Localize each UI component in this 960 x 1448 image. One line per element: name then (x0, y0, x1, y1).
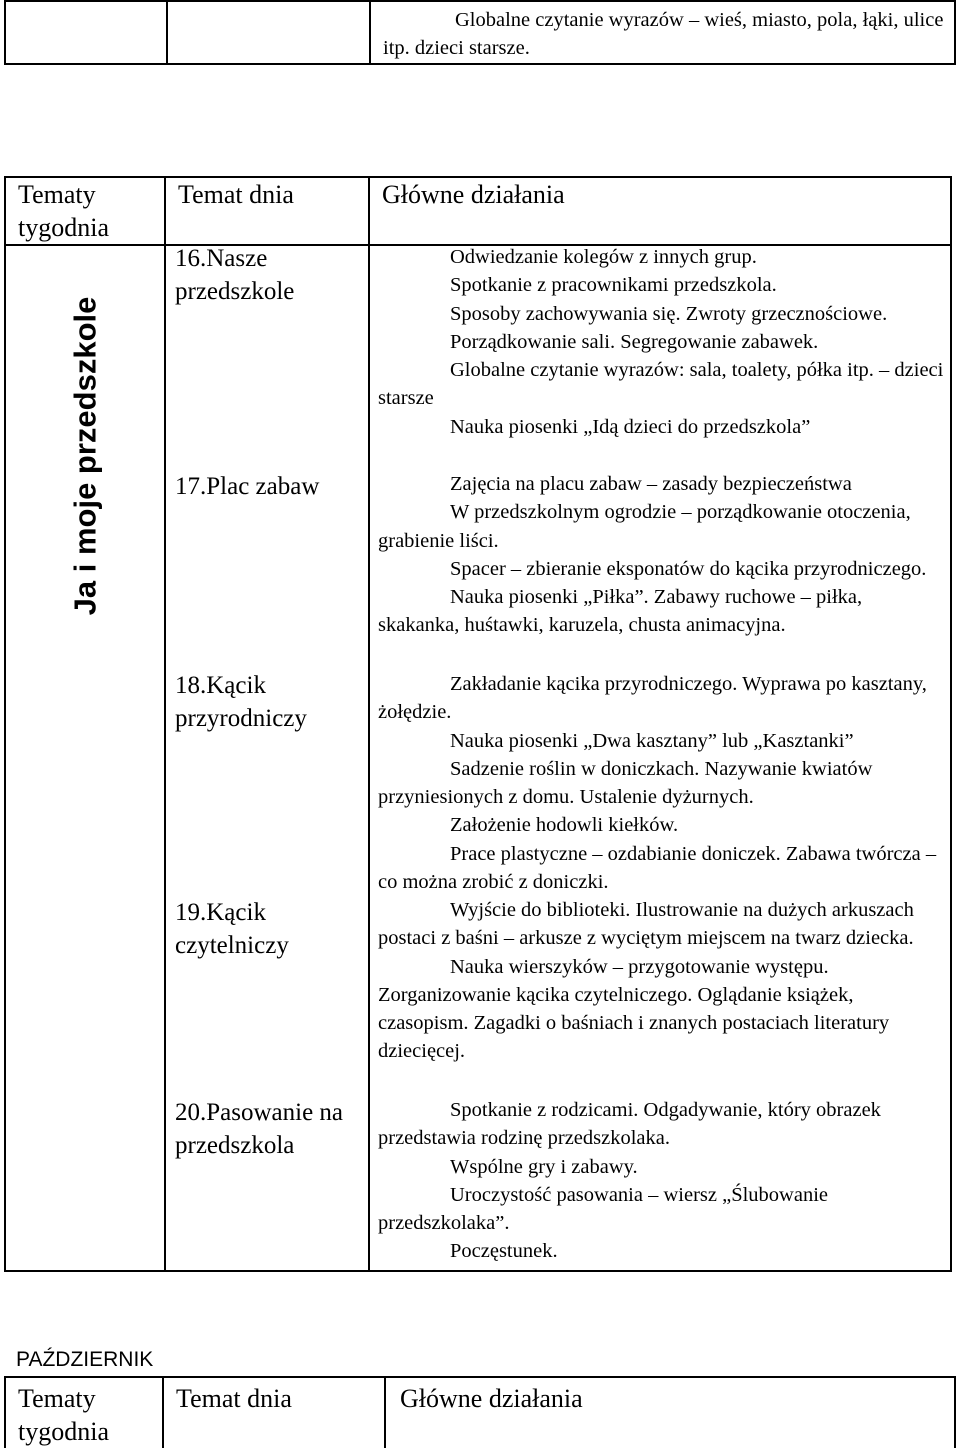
activities-day-18 (378, 670, 948, 896)
activity-item: Globalne czytanie wyrazów: sala, toalety, półka itp. – dzieci starsze (378, 359, 944, 410)
header-week-topics: Tematy tygodnia (5, 177, 165, 245)
activity-item: Spotkanie z rodzicami. Odgadywanie, który obrazek przedstawia rodzinę przedszkolaka. (378, 1099, 881, 1150)
activities-day-19 (378, 896, 948, 1066)
week-topic-cell (5, 245, 165, 1271)
activity-item: Nauka piosenki „Piłka”. Zabawy ruchowe – piłka, skakanka, huśtawki, karuzela, chusta animacyjna. (378, 586, 863, 637)
previous-plan-table (4, 0, 956, 65)
october-plan-table (4, 1376, 956, 1448)
activity-item: Uroczystość pasowania – wiersz „Ślubowanie przedszkolaka”. (378, 1183, 828, 1235)
activity-item: Sposoby zachowywania się. Zwroty grzecznościowe. (450, 302, 888, 325)
activity-item: W przedszkolnym ogrodzie – porządkowanie otoczenia, grabienie liści. (378, 501, 911, 552)
activity-item: Poczęstunek. (450, 1240, 558, 1263)
activity-item: Zakładanie kącika przyrodniczego. Wyprawa po kasztany, żołędzie. (378, 673, 927, 724)
activity-item: Zajęcia na placu zabaw – zasady bezpieczeństwa (450, 473, 852, 495)
activity-item: Nauka piosenki „Dwa kasztany” lub „Kasztanki” (450, 729, 854, 752)
activity-item: Nauka wierszyków – przygotowanie występu. Zorganizowanie kącika czytelniczego. Oglądanie książek, czasopism. Zagadki o baśniach i znanych postaciach literatury dziecięcej. (378, 955, 890, 1063)
activity-item: Odwiedzanie kolegów z innych grup. (450, 246, 757, 268)
activity-item: Nauka piosenki „Idą dzieci do przedszkola” (450, 415, 811, 438)
activities-day-20 (378, 1096, 948, 1266)
activity-item: Prace plastyczne – ozdabianie doniczek. Zabawa twórcza – co można zrobić z doniczki. (378, 842, 937, 894)
day-topic-18: 18.Kącik przyrodniczy (175, 672, 307, 732)
empty-topic-cell (5, 1, 167, 64)
header-main-activities: Główne działania (369, 177, 951, 245)
activity-item: Spacer – zbieranie eksponatów do kącika przyrodniczego. (450, 557, 927, 580)
header-day-topic: Temat dnia (165, 177, 369, 245)
activities-day-16 (378, 243, 948, 441)
previous-activities-cell (370, 1, 955, 64)
activity-item: Porządkowanie sali. Segregowanie zabawek. (450, 330, 819, 353)
day-topic-19: 19.Kącik czytelniczy (175, 899, 289, 959)
month-label: PAŹDZIERNIK (16, 1348, 154, 1371)
activity-item: Założenie hodowli kiełków. (450, 814, 679, 837)
header-main-activities-october: Główne działania (385, 1377, 955, 1448)
activity-item: Wyjście do biblioteki. Ilustrowanie na dużych arkuszach postaci z baśni – arkusze z wyciętym miejscem na twarz dziecka. (378, 899, 914, 950)
previous-activity: Globalne czytanie wyrazów – wieś, miasto, pola, łąki, ulice itp. dzieci starsze. (383, 9, 944, 60)
day-topic-20: 20.Pasowanie na przedszkola (175, 1099, 344, 1159)
activity-item: Wspólne gry i zabawy. (450, 1155, 638, 1178)
header-week-topics-october: Tematy tygodnia (5, 1377, 163, 1448)
day-topic-17: 17.Plac zabaw (175, 473, 320, 500)
activity-item: Spotkanie z pracownikami przedszkola. (450, 274, 777, 297)
header-day-topic-october: Temat dnia (163, 1377, 385, 1448)
week-topic-vertical-label: Ja i moje przedszkole (67, 296, 103, 616)
activities-day-17 (378, 470, 948, 640)
empty-day-cell (167, 1, 370, 64)
day-topic-16: 16.Nasze przedszkole (175, 245, 295, 305)
activity-item: Sadzenie roślin w doniczkach. Nazywanie kwiatów przyniesionych z domu. Ustalenie dyżurnych. (378, 757, 873, 809)
